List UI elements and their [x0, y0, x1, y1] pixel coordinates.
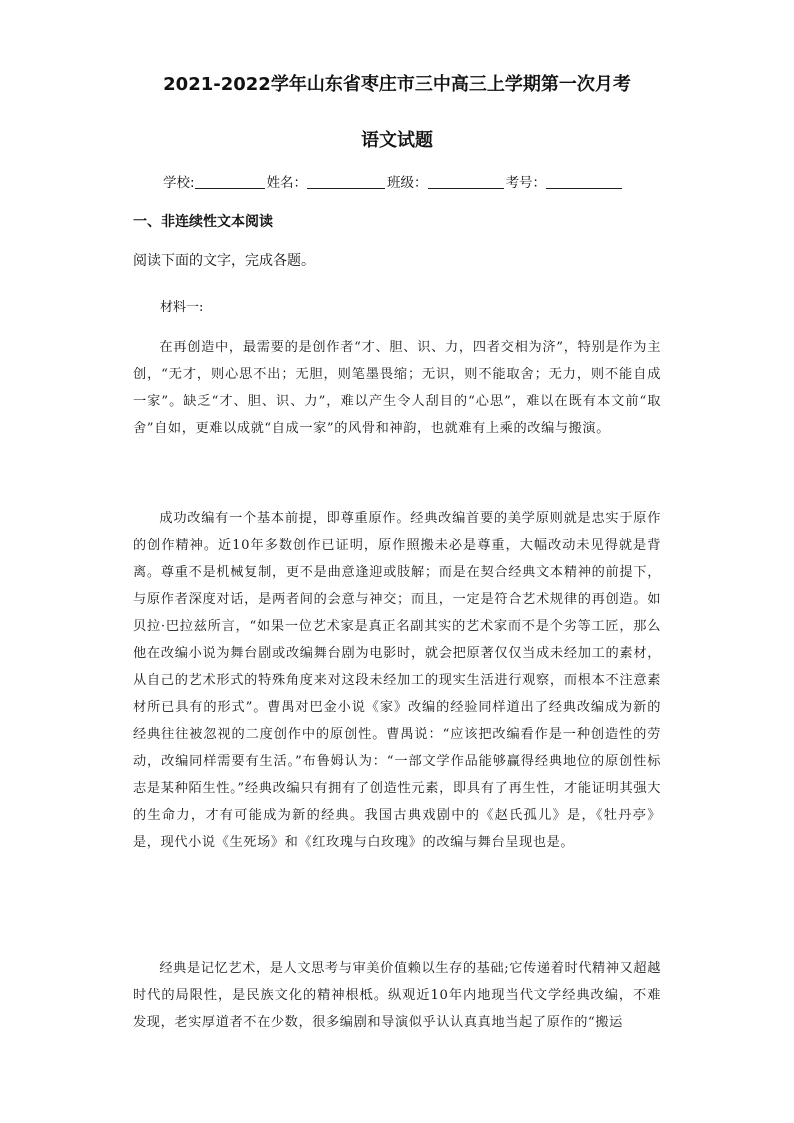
name-blank[interactable] — [307, 174, 385, 189]
school-blank[interactable] — [195, 174, 265, 189]
document-title: 2021-2022学年山东省枣庄市三中高三上学期第一次月考 — [163, 74, 631, 95]
document-subtitle: 语文试题 — [361, 130, 433, 151]
class-label: 班级： — [387, 175, 428, 191]
body-paragraph: 在再创造中，最需要的是创作者“才、胆、识、力，四者交相为济”，特别是作为主创，“无才，则心思不出；无胆，则笔墨畏缩；无识，则不能取舍；无力，则不能自成一家”。缺乏“才、胆、识、力”，难以产生令人刮目的“心思”，难以在既有本文前“取舍”自如，更难以成就“自成一家”的风骨和神韵，也就难有上乘的改编与搬演。 — [133, 340, 661, 436]
school-label: 学校: — [163, 175, 195, 191]
exam-number-blank[interactable] — [546, 174, 622, 189]
reading-instruction: 阅读下面的文字，完成各题。 — [133, 253, 315, 269]
class-blank[interactable] — [428, 174, 504, 189]
name-label: 姓名： — [266, 175, 308, 191]
body-paragraph: 成功改编有一个基本前提，即尊重原作。经典改编首要的美学原则就是忠实于原作的创作精神。近10年多数创作已证明，原作照搬未必是尊重，大幅改动未见得就是背离。尊重不是机械复制，更不是曲意逢迎或肢解；而是在契合经典文本精神的前提下，与原作者深度对话，是两者间的会意与神交；而且，一定是符合艺术规律的再创造。如贝拉·巴拉兹所言，“如果一位艺术家是真正名副其实的艺术家而不是个劣等工匠，那么他在改编小说为舞台剧或改编舞台剧为电影时，就会把原著仅仅当成未经加工的素材，从自己的艺术形式的特殊角度来对这段未经加工的现实生活进行观察，而根本不注意素材所已具有的形式”。曹禺对巴金小说《家》改编的经验同样道出了经典改编成为新的经典往往被忽视的二度创作中的原创性。曹禺说：“应该把改编看作是一种创造性的劳动，改编同样需要有生活。”布鲁姆认为：“一部文学作品能够赢得经典地位的原创性标志是某种陌生性。”经典改编只有拥有了创造性元素，即具有了再生性，才能证明其强大的生命力，才有可能成为新的经典。我国古典戏剧中的《赵氏孤儿》是，《牡丹亭》是，现代小说《生死场》和《红玫瑰与白玫瑰》的改编与舞台呈现也是。 — [133, 511, 661, 850]
student-info-line — [163, 171, 622, 191]
material-label: 材料一: — [160, 300, 204, 315]
exam-number-label: 考号： — [505, 175, 547, 191]
section-heading: 一、非连续性文本阅读 — [133, 214, 273, 230]
body-paragraph: 经典是记忆艺术，是人文思考与审美价值赖以生存的基础;它传递着时代精神又超越时代的局限性，是民族文化的精神根柢。纵观近10年内地现当代文学经典改编，不难发现，老实厚道者不在少数，很多编剧和导演似乎认认真真地当起了原作的“搬运 — [133, 961, 661, 1030]
